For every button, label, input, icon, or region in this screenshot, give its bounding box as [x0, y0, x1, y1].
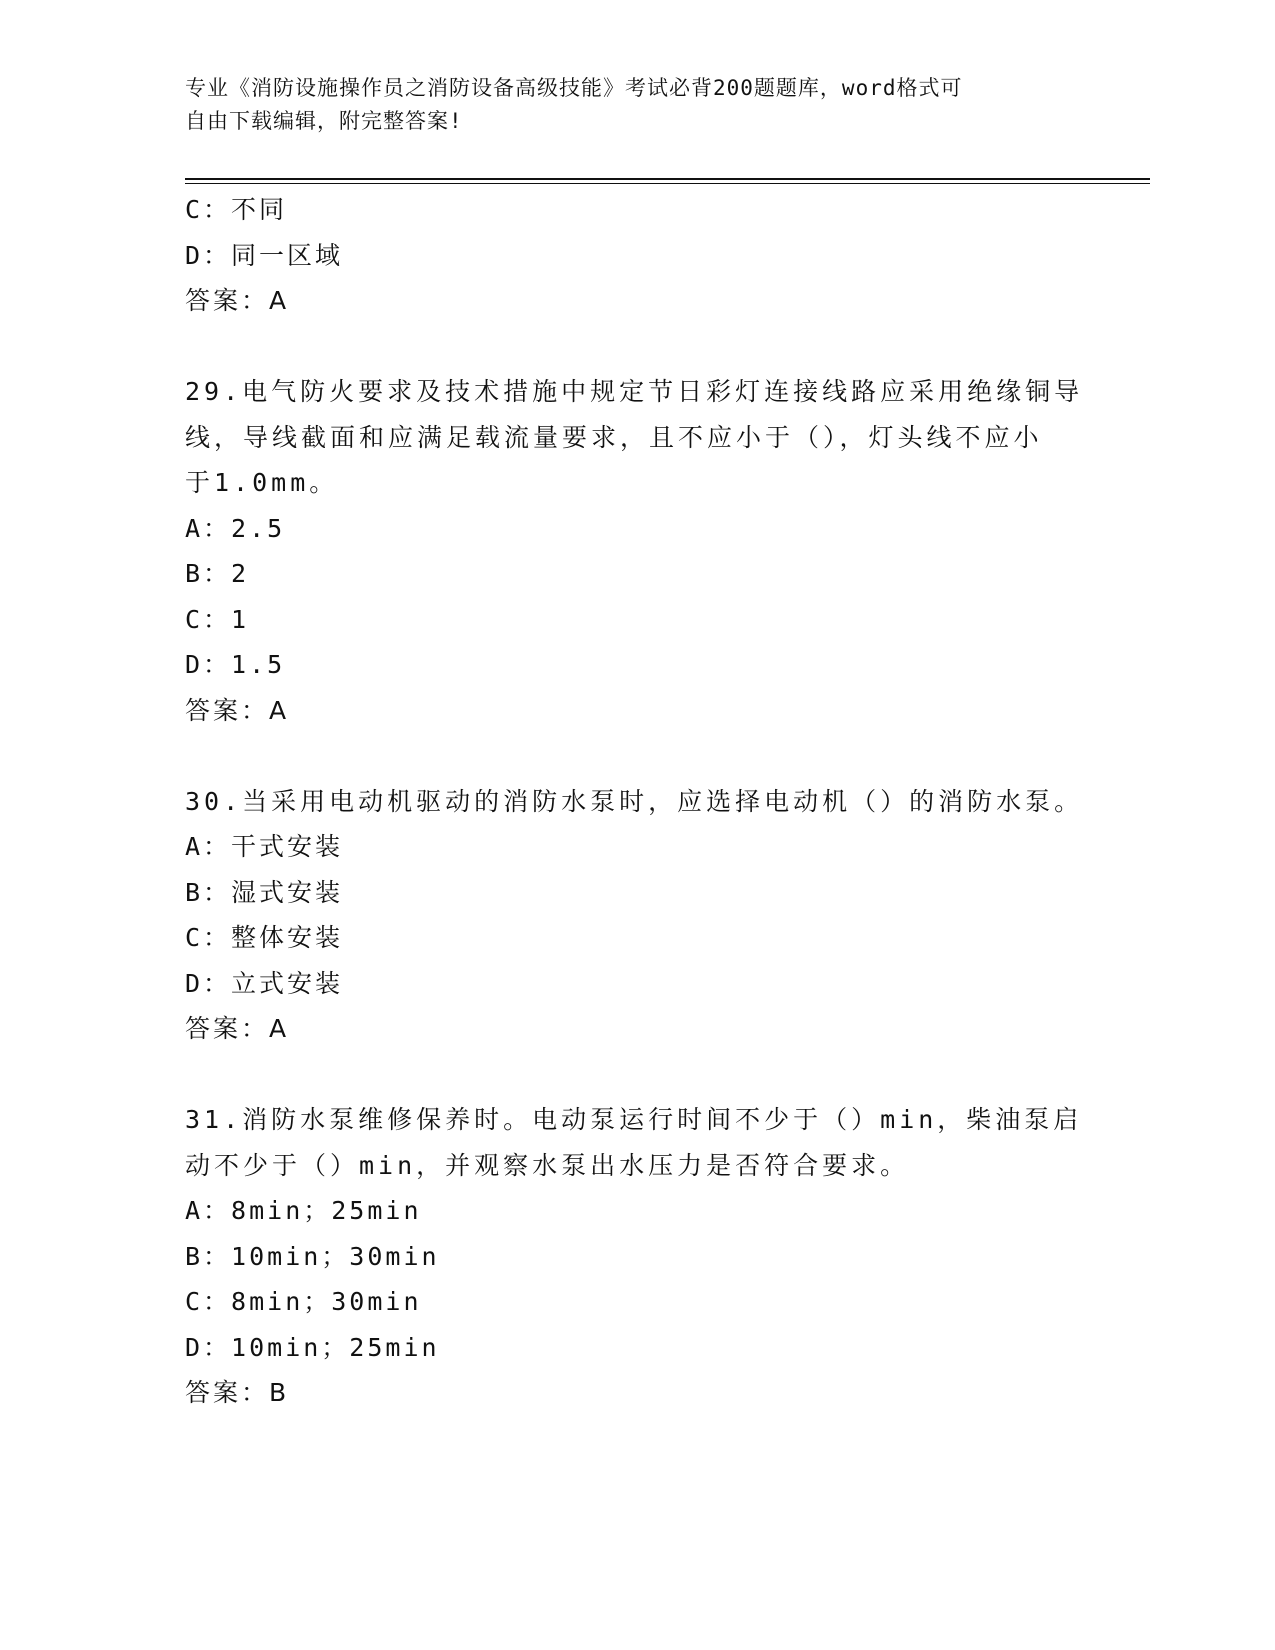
question-text-line: 动不少于（）min，并观察水泵出水压力是否符合要求。 — [185, 1150, 910, 1180]
option-b: B：2 — [185, 559, 250, 588]
option-b: B：10min；30min — [185, 1241, 440, 1271]
spacer — [185, 324, 1085, 370]
option-c: C：1 — [185, 604, 250, 634]
option-d: D：立式安装 — [185, 968, 344, 998]
question-28-tail — [185, 187, 1085, 324]
option-a: A：8min；25min — [185, 1196, 422, 1225]
option-b: B：湿式安装 — [185, 877, 344, 907]
answer-line: 答案：A — [185, 695, 290, 725]
option-d: D：10min；25min — [185, 1332, 440, 1362]
question-text-line: 线，导线截面和应满足载流量要求，且不应小于（），灯头线不应小 — [185, 422, 1043, 452]
option-a: A：干式安装 — [185, 832, 344, 861]
answer-line: 答案：A — [185, 286, 290, 315]
question-list — [185, 187, 1085, 1416]
answer-line: 答案：A — [185, 1014, 290, 1043]
document-header — [185, 72, 1065, 138]
question-text-line: 31.消防水泵维修保养时。电动泵运行时间不少于（）min，柴油泵启 — [185, 1105, 1083, 1134]
question-text-line: 于1.0mm。 — [185, 468, 339, 497]
question-text-line: 29.电气防火要求及技术措施中规定节日彩灯连接线路应采用绝缘铜导 — [185, 377, 1084, 406]
option-c: C：不同 — [185, 195, 288, 224]
option-a: A：2.5 — [185, 513, 286, 543]
header-line-1: 专业《消防设施操作员之消防设备高级技能》考试必背200题题库，word格式可 — [185, 76, 963, 100]
header-rule-thick — [185, 178, 1150, 180]
option-c: C：整体安装 — [185, 923, 344, 952]
header-rule-thin — [185, 183, 1150, 184]
spacer — [185, 733, 1085, 779]
question-text-line: 30.当采用电动机驱动的消防水泵时，应选择电动机（）的消防水泵。 — [185, 786, 1084, 816]
spacer — [185, 1052, 1085, 1098]
option-c: C：8min；30min — [185, 1287, 422, 1316]
question-30 — [185, 779, 1085, 1052]
question-31 — [185, 1097, 1085, 1416]
header-line-2: 自由下载编辑，附完整答案! — [185, 109, 463, 133]
option-d: D：1.5 — [185, 650, 286, 679]
question-29 — [185, 369, 1085, 733]
answer-line: 答案：B — [185, 1378, 290, 1407]
option-d: D：同一区域 — [185, 240, 344, 270]
